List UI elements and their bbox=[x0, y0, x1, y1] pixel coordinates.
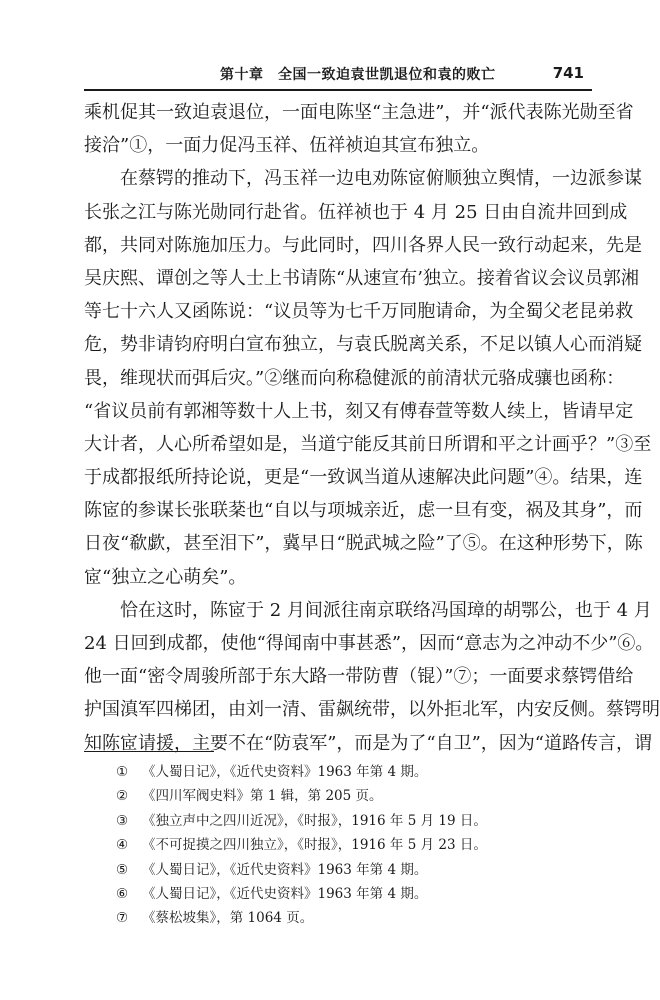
header-rule bbox=[84, 89, 592, 91]
footnote bbox=[116, 906, 586, 930]
footnote bbox=[116, 784, 586, 808]
footnote-text: 《不可捉摸之四川独立》，《时报》，1916 年 5 月 23 日。 bbox=[142, 837, 487, 854]
text-line: 大计者，人心所希望如是，当道宁能反其前日所谓和平之计画乎？”③至 bbox=[84, 433, 652, 455]
footnote-text: 《人蜀日记》，《近代史资料》1963 年第 4 期。 bbox=[142, 861, 428, 878]
footnote bbox=[116, 809, 586, 833]
text-line: 宧“独立之心萌矣”。 bbox=[84, 566, 247, 588]
text-line: 知陈宧请援，主要不在“防袁军”，而是为了“自卫”，因为“道路传言，谓 bbox=[84, 732, 653, 754]
running-header bbox=[84, 62, 592, 88]
footnote bbox=[116, 858, 586, 882]
footnote-separator bbox=[84, 751, 214, 752]
text-line: 陈宧的参谋长张联棻也“自以与项城亲近，虑一旦有变，祸及其身”，而 bbox=[84, 500, 643, 522]
footnote-mark: ⑤ bbox=[116, 861, 129, 878]
footnote-text: 《独立声中之四川近况》，《时报》，1916 年 5 月 19 日。 bbox=[142, 812, 487, 829]
text-line: 长张之江与陈光勋同行赴省。伍祥祯也于 4 月 25 日由自流井回到成 bbox=[84, 201, 628, 223]
text-line: 在蔡锷的推动下，冯玉祥一边电劝陈宧俯顺独立舆情，一边派参谋 bbox=[120, 168, 642, 190]
page-number: 741 bbox=[552, 64, 584, 82]
text-line: “省议员前有郭湘等数十人上书，刻又有傅春萱等数人续上，皆请早定 bbox=[84, 400, 634, 422]
footnote-text: 《四川军阀史料》第 1 辑，第 205 页。 bbox=[142, 788, 383, 805]
footnote-text: 《蔡松坡集》，第 1064 页。 bbox=[142, 910, 314, 927]
text-line: 护国滇军四梯团，由刘一清、雷飙统带，以外拒北军，内安反侧。蔡锷明 bbox=[84, 699, 660, 721]
footnote-mark: ③ bbox=[116, 812, 129, 829]
text-line: 危，势非请钧府明白宣布独立，与袁氏脱离关系，不足以镇人心而消疑 bbox=[84, 334, 642, 356]
text-line: 接洽”①，一面力促冯玉祥、伍祥祯迫其宣布独立。 bbox=[84, 135, 490, 157]
footnote-mark: ① bbox=[116, 764, 129, 780]
text-line: 他一面“密令周骏所部于东大路一带防曹（锟）”⑦；一面要求蔡锷借给 bbox=[84, 666, 634, 688]
footnote-text: 《人蜀日记》，《近代史资料》1963 年第 4 期。 bbox=[142, 885, 428, 902]
text-line: 等七十六人又函陈说：“议员等为七千万同胞请命，为全蜀父老昆弟救 bbox=[84, 301, 634, 323]
footnote-mark: ⑥ bbox=[116, 885, 129, 902]
footnote bbox=[116, 760, 586, 784]
text-line: 都，共同对陈施加压力。与此同时，四川各界人民一致行动起来，先是 bbox=[84, 234, 642, 256]
text-line: 恰在这时，陈宧于 2 月间派往南京联络冯国璋的胡鄂公，也于 4 月 bbox=[120, 599, 652, 621]
footnote-text: 《人蜀日记》，《近代史资料》1963 年第 4 期。 bbox=[142, 764, 428, 780]
chapter-title: 第十章 全国一致迫袁世凯退位和袁的败亡 bbox=[220, 67, 496, 83]
text-line: 日夜“欷歔，甚至泪下”，冀早日“脱武城之险”了⑤。在这种形势下，陈 bbox=[84, 533, 643, 555]
text-line: 吴庆熙、谭创之等人士上书请陈“从速宣布’独立。接着省议会议员郭湘 bbox=[84, 267, 639, 289]
text-line: 于成都报纸所持论说，更是“一致讽当道从速解决此问题”④。结果，连 bbox=[84, 467, 643, 489]
footnotes bbox=[116, 760, 586, 931]
footnote-mark: ② bbox=[116, 788, 129, 805]
footnote-mark: ④ bbox=[116, 837, 129, 854]
text-line: 乘机促其一致迫袁退位，一面电陈坚“主急进”，并“派代表陈光勋至省 bbox=[84, 102, 634, 123]
footnote-mark: ⑦ bbox=[116, 910, 129, 927]
text-line: 畏，维现状而弭后灾。”②继而向称稳健派的前清状元骆成骧也函称： bbox=[84, 367, 625, 389]
footnote bbox=[116, 882, 586, 906]
text-line: 24 日回到成都，使他“得闻南中事甚悉”，因而“意志为之冲动不少”⑥。 bbox=[84, 633, 654, 654]
body-text bbox=[84, 96, 660, 760]
footnote bbox=[116, 833, 586, 857]
